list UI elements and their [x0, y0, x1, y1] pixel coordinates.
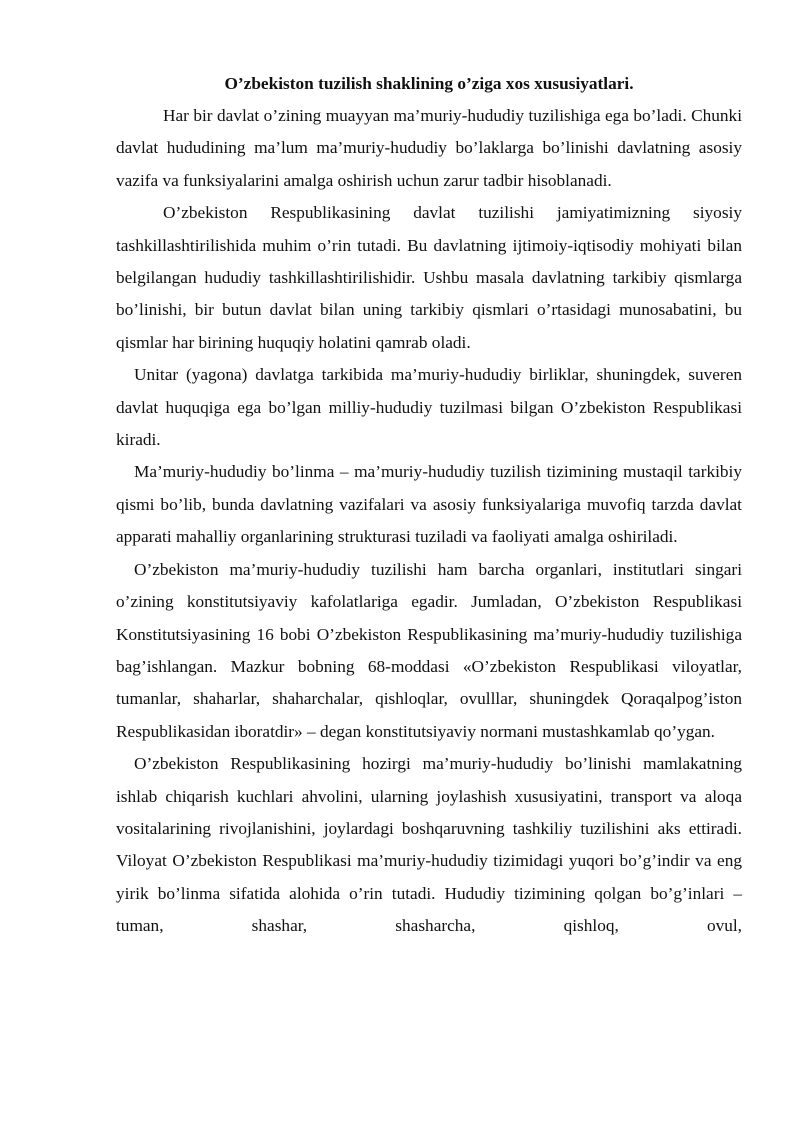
paragraph-1: Har bir davlat o’zining muayyan ma’muriy-hududiy tuzilishiga ega bo’ladi. Chunki davlat hududining ma’lum ma’muriy-hududiy bo’laklarga bo’linishi davlatning asosiy vazifa va funksiyalarini amalga oshirish uchun zarur tadbir hisoblanadi. [116, 106, 742, 190]
paragraph-2: O’zbekiston Respublikasining davlat tuzilishi jamiyatimizning siyosiy tashkillashtirilishida muhim o’rin tutadi. Bu davlatning ijtimoiy-iqtisodiy mohiyati bilan belgilangan hududiy tashkillashtirilishidir. Ushbu masala davlatning tarkibiy qismlarga bo’linishi, bir butun davlat bilan uning tarkibiy qismlari o’rtasidagi munosabatini, bu qismlar har birining huquqiy holatini qamrab oladi. [116, 203, 742, 352]
paragraph-6: O’zbekiston Respublikasining hozirgi ma’muriy-hududiy bo’linishi mamlakatning ishlab chiqarish kuchlari ahvolini, ularning joylashish xususiyatini, transport va aloqa vositalarining rivojlanishini, joylardagi boshqaruvning tashkiliy tuzilishini aks ettiradi. Viloyat O’zbekiston Respublikasi ma’muriy-hududiy tizimidagi yuqori bo’g’indir va eng yirik bo’linma sifatida alohida o’rin tutadi. Hududiy tizimining qolgan bo’g’inlari – tuman, shashar, shasharcha, qishloq, ovul, [116, 754, 742, 936]
document-title: O’zbekiston tuzilish shaklining o’ziga xos xususiyatlari. [224, 74, 634, 93]
paragraph-5: O’zbekiston ma’muriy-hududiy tuzilishi ham barcha organlari, institutlari singari o’zining konstitutsiyaviy kafolatlariga egadir. Jumladan, O’zbekiston Respublikasi Konstitutsiyasining 16 bobi O’zbekiston Respublikasining ma’muriy-hududiy tuzilishiga bag’ishlangan. Mazkur bobning 68-moddasi «O’zbekiston Respublikasi viloyatlar, tumanlar, shaharlar, shaharchalar, qishloqlar, ovulllar, shuningdek Qoraqalpog’iston Respublikasidan iboratdir» – degan konstitutsiyaviy normani mustashkamlab qo’ygan. [116, 559, 742, 741]
paragraph-4: Ma’muriy-hududiy bo’linma – ma’muriy-hududiy tuzilish tizimining mustaqil tarkibiy qismi bo’lib, bunda davlatning vazifalari va asosiy funksiyalariga muvofiq tarzda davlat apparati mahalliy organlarining strukturasi tuziladi va faoliyati amalga oshiriladi. [116, 462, 742, 547]
paragraph-3: Unitar (yagona) davlatga tarkibida ma’muriy-hududiy birliklar, shuningdek, suveren davlat huquqiga ega bo’lgan milliy-hududiy tuzilmasi bilgan O’zbekiston Respublikasi kiradi. [116, 365, 742, 450]
document-page [116, 68, 742, 943]
